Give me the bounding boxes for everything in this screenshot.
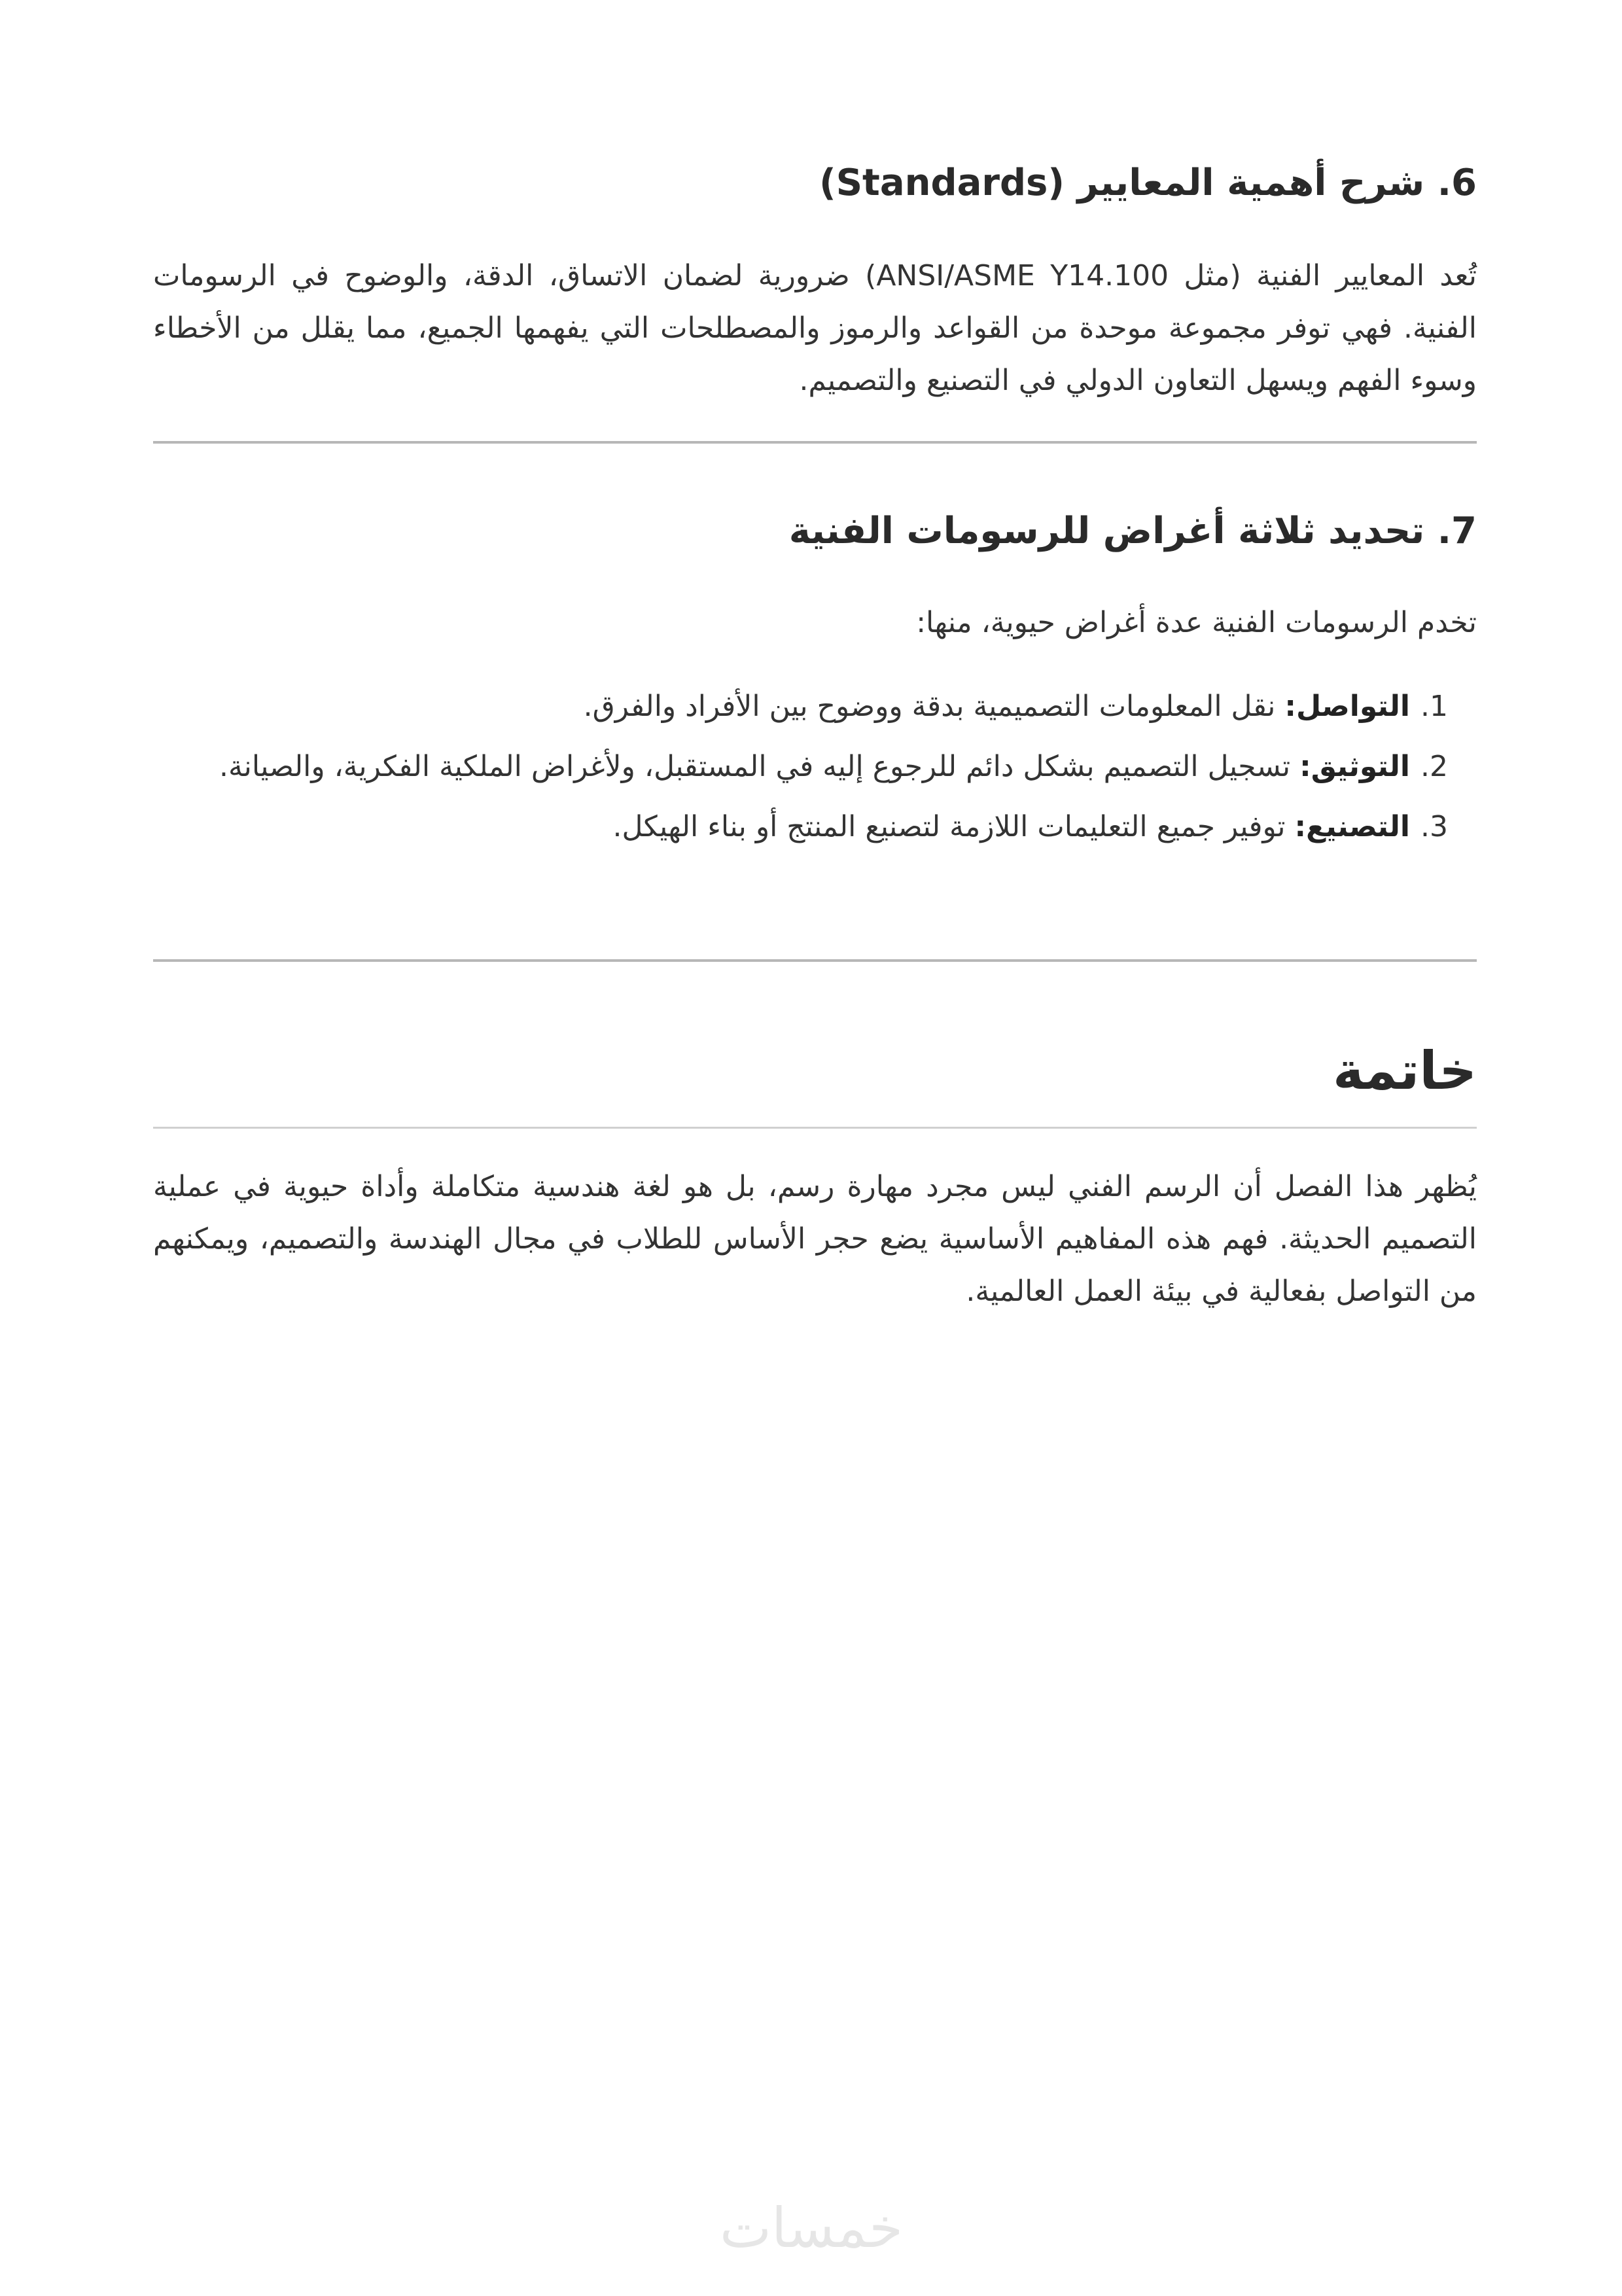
list-item-number: 2. <box>1420 750 1448 783</box>
list-item <box>153 741 1477 793</box>
conclusion-title: خاتمة <box>1333 1040 1477 1101</box>
list-item-text: تسجيل التصميم بشكل دائم للرجوع إليه في المستقبل، ولأغراض الملكية الفكرية، والصيانة. <box>219 750 1300 783</box>
watermark-logo: خمسات <box>719 2196 904 2260</box>
title-underline <box>153 1127 1477 1129</box>
list-item-number: 3. <box>1420 810 1448 843</box>
section-divider <box>153 959 1477 962</box>
section-7-heading: 7. تحديد ثلاثة أغراض للرسومات الفنية <box>788 510 1477 552</box>
section-divider <box>153 441 1477 444</box>
list-item <box>153 801 1477 853</box>
section-6-paragraph: تُعد المعايير الفنية (مثل ANSI/ASME Y14.100) ضرورية لضمان الاتساق، الدقة، والوضوح في الرسومات الفنية. فهي توفر مجموعة موحدة من القواعد والرموز والمصطلحات التي يفهمها الجميع، مما يقلل من الأخطاء وسوء الفهم ويسهل التعاون الدولي في التصنيع والتصميم. <box>153 259 1477 397</box>
list-item-term: التوثيق: <box>1299 750 1410 783</box>
list-item-term: التصنيع: <box>1294 810 1410 843</box>
list-item-text: نقل المعلومات التصميمية بدقة ووضوح بين الأفراد والفرق. <box>583 690 1285 723</box>
list-item-text: توفير جميع التعليمات اللازمة لتصنيع المنتج أو بناء الهيكل. <box>612 810 1295 843</box>
purposes-list <box>153 680 1477 861</box>
conclusion-paragraph: يُظهر هذا الفصل أن الرسم الفني ليس مجرد مهارة رسم، بل هو لغة هندسية متكاملة وأداة حيوية في عملية التصميم الحديثة. فهم هذه المفاهيم الأساسية يضع حجر الأساس للطلاب في مجال الهندسة والتصميم، ويمكنهم من التواصل بفعالية في بيئة العمل العالمية. <box>153 1170 1477 1308</box>
section-6-heading: 6. شرح أهمية المعايير (Standards) <box>819 162 1477 204</box>
list-item-number: 1. <box>1420 690 1448 723</box>
list-item <box>153 680 1477 733</box>
section-7-intro: تخدم الرسومات الفنية عدة أغراض حيوية، منها: <box>916 606 1477 639</box>
list-item-term: التواصل: <box>1284 690 1410 723</box>
